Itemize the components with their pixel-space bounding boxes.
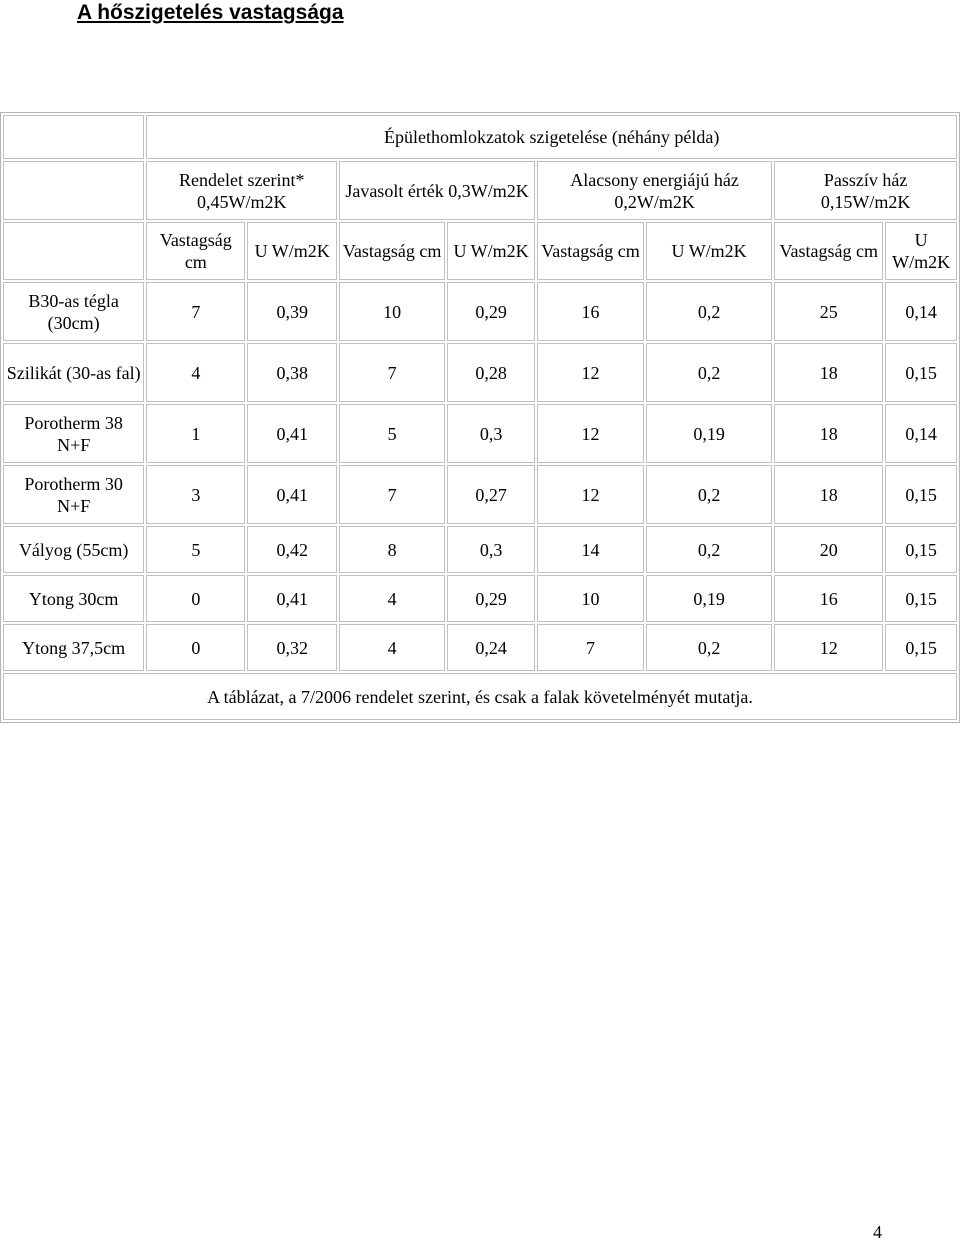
page-title: A hőszigetelés vastagsága bbox=[77, 1, 344, 24]
table-cell: 4 bbox=[339, 575, 445, 622]
table-cell: 8 bbox=[339, 526, 445, 573]
column-header: Vastagság cm bbox=[774, 222, 883, 280]
table-cell: 7 bbox=[339, 343, 445, 402]
table-cell: 0,2 bbox=[646, 526, 772, 573]
table-cell: 7 bbox=[339, 465, 445, 524]
table-footnote: A táblázat, a 7/2006 rendelet szerint, és csak a falak követelményét mutatja. bbox=[3, 673, 957, 720]
table-cell: 0,41 bbox=[247, 404, 337, 463]
table-cell: 0,2 bbox=[646, 282, 772, 341]
table-cell: 18 bbox=[774, 343, 883, 402]
group-header-row bbox=[3, 161, 957, 220]
column-header: U W/m2K bbox=[646, 222, 772, 280]
table-cell: 4 bbox=[339, 624, 445, 671]
group-header: Passzív ház 0,15W/m2K bbox=[774, 161, 957, 220]
table-cell: 0,15 bbox=[885, 465, 957, 524]
table-cell: 18 bbox=[774, 465, 883, 524]
table-cell: 7 bbox=[537, 624, 644, 671]
column-header: Vastagság cm bbox=[339, 222, 445, 280]
table-cell: 12 bbox=[537, 465, 644, 524]
table-cell: 0,29 bbox=[447, 282, 535, 341]
table-row bbox=[3, 465, 957, 524]
table-cell: 18 bbox=[774, 404, 883, 463]
table-row bbox=[3, 343, 957, 402]
table-cell: 0,14 bbox=[885, 404, 957, 463]
table-cell: 0,38 bbox=[247, 343, 337, 402]
table-cell: 0,2 bbox=[646, 624, 772, 671]
corner-cell bbox=[3, 222, 144, 280]
table-row bbox=[3, 624, 957, 671]
table-cell: 0,41 bbox=[247, 465, 337, 524]
table-cell: 0,41 bbox=[247, 575, 337, 622]
row-label: Porotherm 38 N+F bbox=[3, 404, 144, 463]
table-cell: 0,14 bbox=[885, 282, 957, 341]
table-cell: 25 bbox=[774, 282, 883, 341]
table-row bbox=[3, 282, 957, 341]
footnote-row bbox=[3, 673, 957, 720]
table-cell: 10 bbox=[339, 282, 445, 341]
table-cell: 0,15 bbox=[885, 575, 957, 622]
table-cell: 16 bbox=[537, 282, 644, 341]
table-row bbox=[3, 526, 957, 573]
table-cell: 0,39 bbox=[247, 282, 337, 341]
table-cell: 12 bbox=[774, 624, 883, 671]
table-cell: 20 bbox=[774, 526, 883, 573]
row-label: Vályog (55cm) bbox=[3, 526, 144, 573]
table-cell: 0,27 bbox=[447, 465, 535, 524]
table-cell: 0,2 bbox=[646, 465, 772, 524]
row-label: Ytong 37,5cm bbox=[3, 624, 144, 671]
table-cell: 0,19 bbox=[646, 575, 772, 622]
table-cell: 0,29 bbox=[447, 575, 535, 622]
column-header: U W/m2K bbox=[447, 222, 535, 280]
table-cell: 0,32 bbox=[247, 624, 337, 671]
column-header: Vastagság cm bbox=[146, 222, 245, 280]
table-cell: 14 bbox=[537, 526, 644, 573]
table-cell: 0,19 bbox=[646, 404, 772, 463]
table-cell: 16 bbox=[774, 575, 883, 622]
table-cell: 5 bbox=[146, 526, 245, 573]
group-header: Alacsony energiájú ház 0,2W/m2K bbox=[537, 161, 772, 220]
table-cell: 10 bbox=[537, 575, 644, 622]
row-label: Porotherm 30 N+F bbox=[3, 465, 144, 524]
column-header: U W/m2K bbox=[885, 222, 957, 280]
subheader-row bbox=[3, 222, 957, 280]
row-label: Ytong 30cm bbox=[3, 575, 144, 622]
table-cell: 0 bbox=[146, 624, 245, 671]
table-cell: 4 bbox=[146, 343, 245, 402]
table-cell: 0,15 bbox=[885, 343, 957, 402]
row-label: Szilikát (30-as fal) bbox=[3, 343, 144, 402]
table-cell: 0,28 bbox=[447, 343, 535, 402]
insulation-table bbox=[0, 112, 960, 723]
table-cell: 0,3 bbox=[447, 404, 535, 463]
table-cell: 0,2 bbox=[646, 343, 772, 402]
page-number: 4 bbox=[873, 1222, 882, 1242]
table-cell: 3 bbox=[146, 465, 245, 524]
table-cell: 0,3 bbox=[447, 526, 535, 573]
table-cell: 1 bbox=[146, 404, 245, 463]
table-cell: 0,42 bbox=[247, 526, 337, 573]
corner-cell bbox=[3, 161, 144, 220]
table-cell: 0,15 bbox=[885, 526, 957, 573]
table-caption: Épülethomlokzatok szigetelése (néhány példa) bbox=[146, 115, 957, 159]
group-header: Javasolt érték 0,3W/m2K bbox=[339, 161, 535, 220]
table-cell: 5 bbox=[339, 404, 445, 463]
corner-cell bbox=[3, 115, 144, 159]
table-cell: 7 bbox=[146, 282, 245, 341]
table-cell: 12 bbox=[537, 404, 644, 463]
row-label: B30-as tégla (30cm) bbox=[3, 282, 144, 341]
group-header: Rendelet szerint* 0,45W/m2K bbox=[146, 161, 337, 220]
column-header: Vastagság cm bbox=[537, 222, 644, 280]
table-cell: 12 bbox=[537, 343, 644, 402]
column-header: U W/m2K bbox=[247, 222, 337, 280]
caption-row bbox=[3, 115, 957, 159]
table-cell: 0,24 bbox=[447, 624, 535, 671]
table-cell: 0 bbox=[146, 575, 245, 622]
table-cell: 0,15 bbox=[885, 624, 957, 671]
table-row bbox=[3, 575, 957, 622]
table-row bbox=[3, 404, 957, 463]
